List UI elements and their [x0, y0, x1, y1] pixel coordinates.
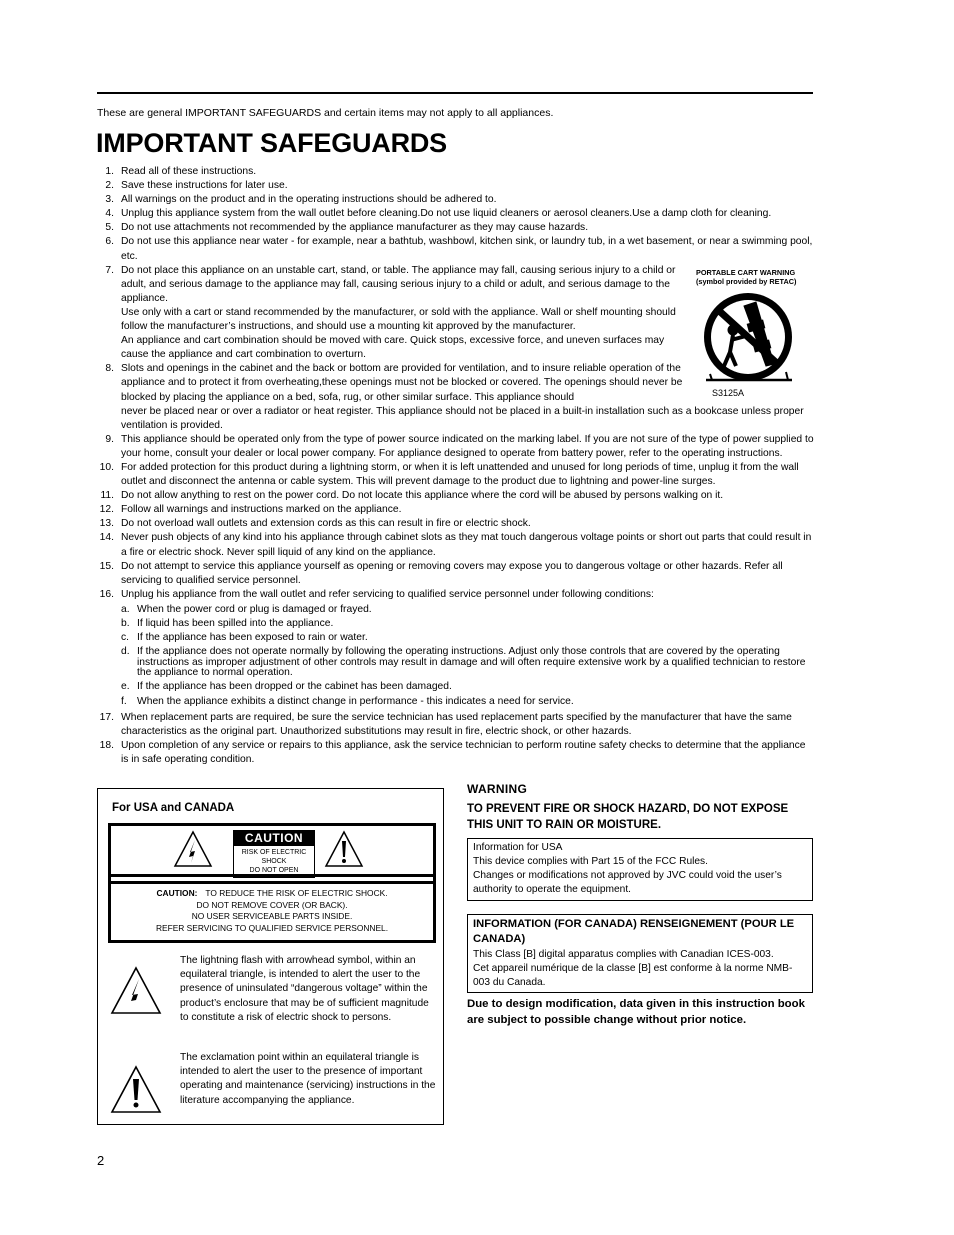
sub-list-item: b. If liquid has been spilled into the appliance. [121, 618, 334, 629]
exclamation-warning-icon [324, 830, 364, 868]
warning-heading: WARNING [467, 782, 528, 796]
lightning-triangle-icon [110, 966, 162, 1016]
list-item: 12. Follow all warnings and instructions marked on the appliance. [99, 504, 402, 516]
list-item: 2. Save these instructions for later use. [105, 180, 288, 192]
sub-list-item: d. If the appliance does not operate normally by following the operating instructions. Adjust only those controls that are covered by the operating instructions as improper adjustment of other controls may result in damage and will often require extensive work by a qualified technician to restore the appliance to normal operation. [121, 646, 806, 679]
list-item: 15. Do not attempt to service this appliance yourself as opening or removing covers may expose you to dangerous voltage or other hazards. Refer all servicing to qualified service personnel. [99, 560, 783, 586]
fcc-info-box: Information for USA This device complies with Part 15 of the FCC Rules. Changes or modifications not approved by JVC could void the user’s authority to operate the equipment. [467, 838, 813, 901]
lightning-warning-icon [173, 830, 213, 868]
list-item: 13. Do not overload wall outlets and extension cords as this can result in fire or electric shock. [99, 518, 531, 530]
exclamation-symbol-description: The exclamation point within an equilateral triangle is intended to alert the user to the presence of important operating and maintenance (servicing) instructions in the literature accompanying the appliance. [180, 1052, 436, 1106]
caution-label [108, 823, 436, 943]
sub-list-item: a. When the power cord or plug is damaged or frayed. [121, 603, 372, 615]
sub-list-item: c. If the appliance has been exposed to rain or water. [121, 632, 368, 644]
design-modification-notice: Due to design modification, data given in this instruction book are subject to possible change without prior notice. [467, 998, 805, 1026]
caution-badge: CAUTION RISK OF ELECTRIC SHOCK DO NOT OPEN [233, 830, 315, 878]
conditions-sublist [121, 605, 815, 707]
list-item: 16. Unplug his appliance from the wall outlet and refer servicing to qualified service personnel under following conditions: a. When the power cord or plug is damaged or frayed. b. If liquid has been spilled into the appliance. c. If the appliance has been exposed to rain or water. d. If the appliance does not operate normally by following the operating instructions. Adjust only those controls that are covered by the operating instructions as improper adjustment of other controls may result in damage and will often require extensive work by a qualified technician to restore the appliance to normal operation. e. If the appliance has been dropped or the cabinet has been damaged. f. When the appliance exhibits a distinct change in performance - this indicates a need for service. [97, 588, 815, 707]
canada-info-box: INFORMATION (FOR CANADA) RENSEIGNEMENT (POUR LE CANADA) This Class [B] digital apparatus complies with Canadian ICES-003. Cet appareil numérique de la classe [B] est conforme à la norme NMB-003 du Canada. [467, 914, 813, 993]
list-item: 18. Upon completion of any service or repairs to this appliance, ask the service technician to perform routine safety checks to determine that the appliance is in safe operating condition. [99, 739, 806, 765]
intro-text: These are general IMPORTANT SAFEGUARDS and certain items may not apply to all appliances. [97, 107, 554, 119]
lightning-symbol-description: The lightning flash with arrowhead symbol, within an equilateral triangle, is intended to alert the user to the presence of uninsulated “dangerous voltage” within the product’s enclosure that may be of sufficient magnitude to constitute a risk of electric shock to persons. [180, 955, 429, 1023]
list-item: 3. All warnings on the product and in the operating instructions should be adhered to. [105, 194, 497, 206]
list-item: 9. This appliance should be operated only from the type of power source indicated on the marking label. If you are not sure of the type of power supplied to your home, consult your dealer or local power company. For appliance designed to operate from battery power, refer to the operating instructions. [105, 433, 814, 459]
list-item: 10. For added protection for this product during a lightning storm, or when it is left unattended and unused for long periods of time, unplug it from the wall outlet and disconnect the antenna or cable system. This will prevent damage to the product due to lightning and power-line surges. [99, 461, 799, 488]
list-item: 6. Do not use this appliance near water - for example, near a bathtub, washbowl, kitchen sink, or laundry tub, in a wet basement, or near a swimming pool, etc. [105, 236, 813, 262]
sub-list-item: f. When the appliance exhibits a distinct change in performance - this indicates a need for service. [121, 695, 574, 707]
list-item: 14. Never push objects of any kind into his appliance through cabinet slots as they mat touch dangerous voltage points or short out parts that could result in a fire or electric shock. Never spill liquid of any kind on the appliance. [99, 532, 812, 558]
list-item: 5. Do not use attachments not recommended by the appliance manufacturer as they may cause hazards. [105, 222, 589, 234]
list-item: 8. Slots and openings in the cabinet and the back or bottom are provided for ventilation, and to insure reliable operation of the appliance and to protect it from overheating,these openings must not be blocked or covered. The openings should never be blocked by placing the appliance on a bed, sofa, rug, or other similar surface. This appliance should never be placed near or over a radiator or heat register. This appliance should not be placed in a built-in installation such as a bookcase unless proper ventilation is provided. [105, 363, 804, 431]
list-item: 4. Unplug this appliance system from the wall outlet before cleaning.Do not use liquid cleaners or aerosol cleaners.Use a damp cloth for cleaning. [105, 208, 772, 220]
list-item: 7. Do not place this appliance on an unstable cart, stand, or table. The appliance may fall, causing serious injury to a child or adult, and serious damage to the appliance may fall, causing serious injury to a child or adult, and serious damage to the appliance. Use only with a cart or stand recommended by the manufacturer, or sold with the appliance. Wall or shelf mounting should follow the manufacturer’s instructions, and should use a mounting kit approved by the manufacturer. An appliance and cart combination should be moved with care. Quick stops, excessive force, and uneven surfaces may cause the appliance and cart combination to overturn. [105, 264, 676, 361]
top-rule [97, 92, 813, 94]
portable-cart-warning-icon [700, 292, 800, 386]
list-item: 1. Read all of these instructions. [105, 166, 257, 177]
cart-warning-caption: PORTABLE CART WARNING (symbol provided by RETAC) [696, 268, 797, 286]
page-title: IMPORTANT SAFEGUARDS [96, 128, 447, 158]
list-item: 17. When replacement parts are required, be sure the service technician has used replacement parts specified by the manufacturer that have the same characteristics as the original part. Unauthorized substitutions may result in fire, electric shock, or other hazards. [99, 711, 792, 737]
usa-canada-box [97, 788, 444, 1125]
usa-canada-title: For USA and CANADA [112, 802, 235, 814]
page-number: 2 [97, 1153, 105, 1168]
cart-symbol-code: S3125A [712, 388, 745, 398]
list-item: 11. Do not allow anything to rest on the power cord. Do not locate this appliance where the cord will be abused by persons walking on it. [100, 490, 724, 502]
exclamation-triangle-icon [110, 1065, 162, 1115]
warning-text: TO PREVENT FIRE OR SHOCK HAZARD, DO NOT EXPOSE THIS UNIT TO RAIN OR MOISTURE. [467, 803, 789, 831]
sub-list-item: e. If the appliance has been dropped or the cabinet has been damaged. [121, 681, 452, 693]
caution-instructions: CAUTION: TO REDUCE THE RISK OF ELECTRIC SHOCK. DO NOT REMOVE COVER (OR BACK). NO USER SERVICEABLE PARTS INSIDE. REFER SERVICING TO QUALIFIED SERVICE PERSONNEL. [111, 881, 433, 940]
safeguards-list [97, 165, 815, 767]
